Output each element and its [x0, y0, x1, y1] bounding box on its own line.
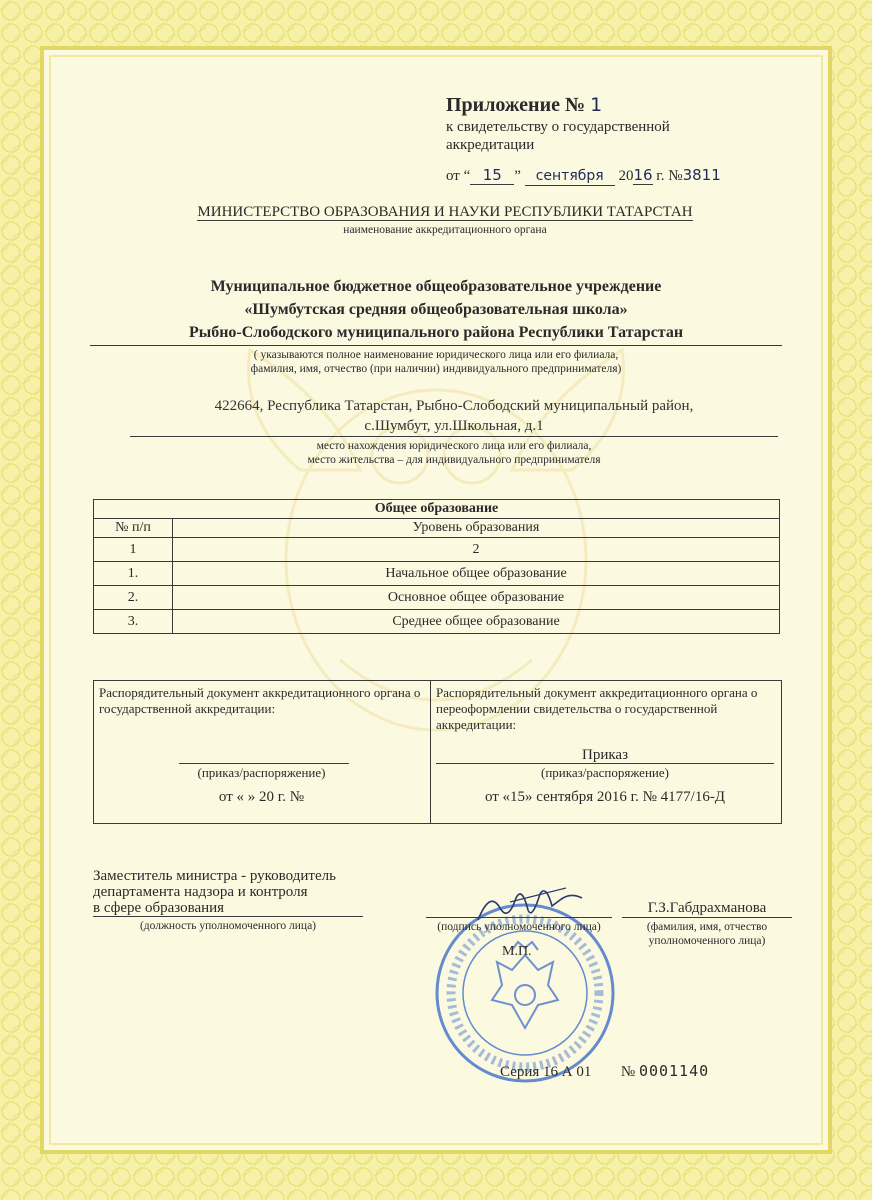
address-line1: 422664, Республика Татарстан, Рыбно-Слободский муниципальный район,	[214, 398, 694, 414]
signatory-name: Г.З.Габдрахманова	[622, 900, 792, 918]
appendix-number: 1	[590, 94, 603, 116]
series-line	[500, 1062, 709, 1081]
close-quote: ”	[514, 168, 521, 184]
right-doc-heading: Распорядительный документ аккредитационного органа о переоформлении свидетельства о государственной аккредитации:	[436, 685, 758, 732]
left-doc-caption: (приказ/распоряжение)	[197, 765, 326, 780]
series-value: 16 А 01	[543, 1064, 592, 1080]
org-caption2: фамилия, имя, отчество (при наличии) индивидуального предпринимателя)	[250, 363, 622, 375]
table-row	[94, 586, 780, 610]
open-quote: “	[463, 168, 471, 184]
index-level: 2	[173, 538, 780, 562]
row-num: 3.	[94, 610, 173, 634]
authority-caption: наименование аккредитационного органа	[343, 224, 547, 236]
authority-block	[90, 203, 800, 237]
cert-number-sign: №	[668, 168, 683, 184]
org-caption1: ( указываются полное наименование юридического лица или его филиала,	[253, 349, 619, 361]
appendix-to-line2: аккредитации	[446, 137, 535, 153]
row-level: Среднее общее образование	[173, 610, 780, 634]
date-from-label: от	[446, 168, 460, 184]
appendix-day: 15	[470, 166, 514, 185]
row-num: 2.	[94, 586, 173, 610]
table-row	[94, 562, 780, 586]
appendix-month: сентября	[525, 167, 615, 186]
series-number: 0001140	[638, 1062, 710, 1080]
org-line2: «Шумбутская средняя общеобразовательная школа»	[244, 301, 628, 318]
name-caption1: (фамилия, имя, отчество	[646, 921, 768, 933]
sign-caption: (подпись уполномоченного лица)	[437, 921, 601, 933]
position-caption: (должность уполномоченного лица)	[139, 920, 317, 932]
sign-block	[426, 916, 612, 934]
authority-name: МИНИСТЕРСТВО ОБРАЗОВАНИЯ И НАУКИ РЕСПУБЛИКИ ТАТАРСТАН	[197, 204, 693, 220]
position-block	[93, 868, 363, 933]
name-caption2: уполномоченного лица)	[648, 935, 766, 947]
right-doc-caption: (приказ/распоряжение)	[541, 765, 669, 780]
left-doc-heading: Распорядительный документ аккредитационного органа о государственной аккредитации:	[99, 685, 421, 716]
index-num: 1	[94, 538, 173, 562]
box-divider	[430, 681, 431, 823]
year-tail: г.	[656, 168, 665, 184]
left-doc-date: от « » 20 г. №	[218, 789, 305, 805]
org-line1: Муниципальное бюджетное общеобразовательное учреждение	[210, 278, 662, 295]
address-caption1: место нахождения юридического лица или его филиала,	[316, 440, 592, 452]
left-doc-section	[99, 685, 424, 805]
name-block	[622, 900, 792, 948]
stamp-place-label: М.П.	[502, 944, 532, 959]
row-num: 1.	[94, 562, 173, 586]
left-doc-type	[179, 747, 349, 764]
appendix-header	[446, 92, 786, 186]
row-level: Основное общее образование	[173, 586, 780, 610]
address-block	[130, 396, 778, 467]
series-num-sign: №	[620, 1064, 636, 1080]
address-line2: с.Шумбут, ул.Школьная, д.1	[130, 416, 778, 437]
appendix-date-line	[446, 166, 786, 186]
position-line1: Заместитель министра - руководитель	[93, 868, 336, 884]
sign-line	[426, 916, 612, 918]
address-caption2: место жительства – для индивидуального предпринимателя	[307, 454, 601, 466]
right-doc-date: от «15» сентября 2016 г. № 4177/16-Д	[484, 789, 726, 805]
org-line3: Рыбно-Слободского муниципального района Республики Татарстан	[90, 321, 782, 346]
year-prefix: 20	[618, 168, 634, 184]
position-line2: департамента надзора и контроля	[93, 884, 308, 900]
appendix-to-line1: к свидетельству о государственной	[446, 119, 670, 135]
admin-documents-box	[93, 680, 782, 824]
education-table	[93, 499, 780, 634]
table-row	[94, 610, 780, 634]
appendix-year: 16	[633, 166, 653, 184]
cert-number: 3811	[682, 166, 721, 184]
col-header-num: № п/п	[94, 519, 173, 538]
right-doc-type: Приказ	[436, 747, 774, 764]
appendix-title: Приложение №	[446, 94, 586, 116]
col-header-level: Уровень образования	[173, 519, 780, 538]
row-level: Начальное общее образование	[173, 562, 780, 586]
organization-block	[90, 275, 782, 376]
series-label: Серия	[500, 1064, 540, 1080]
position-line3: в сфере образования	[93, 900, 363, 917]
education-table-title: Общее образование	[94, 500, 780, 519]
right-doc-section	[436, 685, 776, 805]
